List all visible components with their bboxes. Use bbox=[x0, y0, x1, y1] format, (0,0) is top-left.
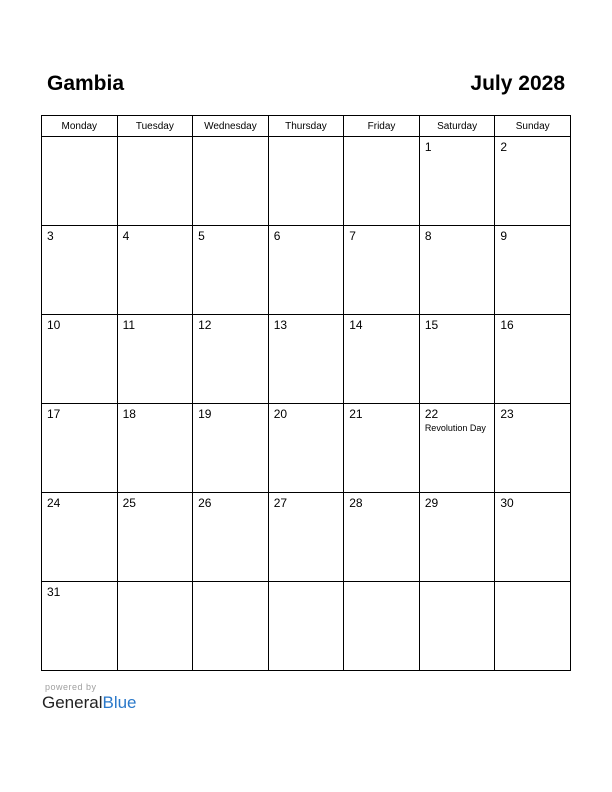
day-number: 30 bbox=[500, 496, 514, 510]
weekday-thursday: Thursday bbox=[268, 116, 344, 137]
day-number: 12 bbox=[198, 318, 212, 332]
powered-by-label: powered by bbox=[45, 682, 97, 692]
calendar-day-cell bbox=[193, 582, 269, 671]
holiday-label: Revolution Day bbox=[424, 423, 486, 433]
calendar-day-cell bbox=[117, 315, 193, 404]
calendar-day-cell bbox=[193, 493, 269, 582]
calendar-day-cell bbox=[42, 493, 118, 582]
month-title: July 2028 bbox=[470, 72, 565, 95]
calendar-day-cell bbox=[344, 315, 420, 404]
day-number: 18 bbox=[122, 407, 136, 421]
day-number bbox=[344, 582, 419, 586]
calendar-day-cell bbox=[193, 226, 269, 315]
day-number: 5 bbox=[198, 229, 205, 243]
day-number: 31 bbox=[47, 585, 61, 599]
calendar-day-cell bbox=[344, 226, 420, 315]
day-number bbox=[269, 582, 344, 586]
calendar-day-cell bbox=[344, 404, 420, 493]
day-number: 9 bbox=[500, 229, 508, 243]
calendar-day-cell bbox=[193, 404, 269, 493]
calendar-day-cell bbox=[344, 493, 420, 582]
calendar-day-cell bbox=[344, 137, 420, 226]
calendar-day-cell bbox=[42, 404, 118, 493]
weekday-friday: Friday bbox=[344, 116, 420, 137]
day-number: 25 bbox=[122, 496, 136, 510]
calendar-day-cell bbox=[117, 404, 193, 493]
generalblue-logo bbox=[42, 693, 137, 713]
day-number: 21 bbox=[349, 407, 363, 421]
day-number bbox=[193, 582, 268, 586]
calendar-day-cell bbox=[268, 137, 344, 226]
calendar-day-cell bbox=[495, 137, 571, 226]
calendar-day-cell bbox=[117, 226, 193, 315]
day-number: 7 bbox=[349, 229, 356, 243]
weekday-tuesday: Tuesday bbox=[117, 116, 193, 137]
day-number bbox=[118, 582, 193, 586]
calendar-week-row bbox=[42, 226, 571, 315]
weekday-wednesday: Wednesday bbox=[193, 116, 269, 137]
calendar-day-cell bbox=[42, 137, 118, 226]
day-number bbox=[344, 137, 419, 141]
day-number bbox=[420, 582, 495, 586]
day-number: 10 bbox=[47, 318, 61, 332]
calendar-day-cell bbox=[42, 226, 118, 315]
day-number bbox=[42, 137, 117, 141]
day-number: 20 bbox=[273, 407, 288, 421]
calendar-day-cell bbox=[193, 315, 269, 404]
day-number: 1 bbox=[424, 140, 432, 154]
day-number: 29 bbox=[424, 496, 439, 510]
calendar-week-row bbox=[42, 137, 571, 226]
brand-blue-text: Blue bbox=[102, 693, 137, 712]
calendar-day-cell bbox=[117, 493, 193, 582]
day-number: 2 bbox=[500, 140, 508, 154]
day-number: 27 bbox=[273, 496, 288, 510]
calendar-week-row bbox=[42, 582, 571, 671]
day-number: 15 bbox=[424, 318, 439, 332]
day-number: 11 bbox=[122, 318, 136, 332]
calendar-day-cell bbox=[419, 493, 495, 582]
day-number: 19 bbox=[198, 407, 212, 421]
calendar-day-cell bbox=[419, 404, 495, 493]
calendar-day-cell bbox=[268, 582, 344, 671]
calendar-day-cell bbox=[419, 315, 495, 404]
calendar-week-row bbox=[42, 315, 571, 404]
calendar-day-cell bbox=[495, 493, 571, 582]
brand-general-text: General bbox=[42, 693, 103, 712]
calendar-day-cell bbox=[419, 582, 495, 671]
weekday-sunday: Sunday bbox=[495, 116, 571, 137]
day-number bbox=[495, 582, 570, 586]
day-number: 14 bbox=[349, 318, 363, 332]
calendar-day-cell bbox=[42, 315, 118, 404]
calendar-day-cell bbox=[344, 582, 420, 671]
calendar-day-cell bbox=[495, 315, 571, 404]
calendar-day-cell bbox=[419, 137, 495, 226]
calendar-day-cell bbox=[42, 582, 118, 671]
day-number: 8 bbox=[424, 229, 432, 243]
day-number: 17 bbox=[47, 407, 61, 421]
day-number: 24 bbox=[47, 496, 61, 510]
weekday-header-row bbox=[42, 116, 571, 137]
day-number: 4 bbox=[122, 229, 130, 243]
day-number: 26 bbox=[198, 496, 212, 510]
calendar-day-cell bbox=[268, 404, 344, 493]
day-number: 23 bbox=[500, 407, 514, 421]
calendar-day-cell bbox=[268, 315, 344, 404]
day-number: 16 bbox=[500, 318, 514, 332]
calendar-day-cell bbox=[419, 226, 495, 315]
calendar-day-cell bbox=[117, 582, 193, 671]
day-number bbox=[193, 137, 268, 141]
weekday-monday: Monday bbox=[42, 116, 118, 137]
calendar-week-row bbox=[42, 404, 571, 493]
day-number: 22 bbox=[424, 407, 439, 421]
country-title: Gambia bbox=[47, 72, 125, 95]
day-number: 6 bbox=[273, 229, 281, 243]
calendar-day-cell bbox=[495, 404, 571, 493]
calendar-day-cell bbox=[193, 137, 269, 226]
calendar-grid bbox=[41, 115, 571, 671]
calendar-day-cell bbox=[268, 493, 344, 582]
calendar-day-cell bbox=[117, 137, 193, 226]
calendar-day-cell bbox=[495, 226, 571, 315]
day-number: 3 bbox=[47, 229, 54, 243]
day-number bbox=[118, 137, 193, 141]
weekday-saturday: Saturday bbox=[419, 116, 495, 137]
calendar-day-cell bbox=[495, 582, 571, 671]
calendar-day-cell bbox=[268, 226, 344, 315]
calendar-week-row bbox=[42, 493, 571, 582]
day-number: 28 bbox=[349, 496, 363, 510]
day-number: 13 bbox=[273, 318, 288, 332]
day-number bbox=[269, 137, 344, 141]
